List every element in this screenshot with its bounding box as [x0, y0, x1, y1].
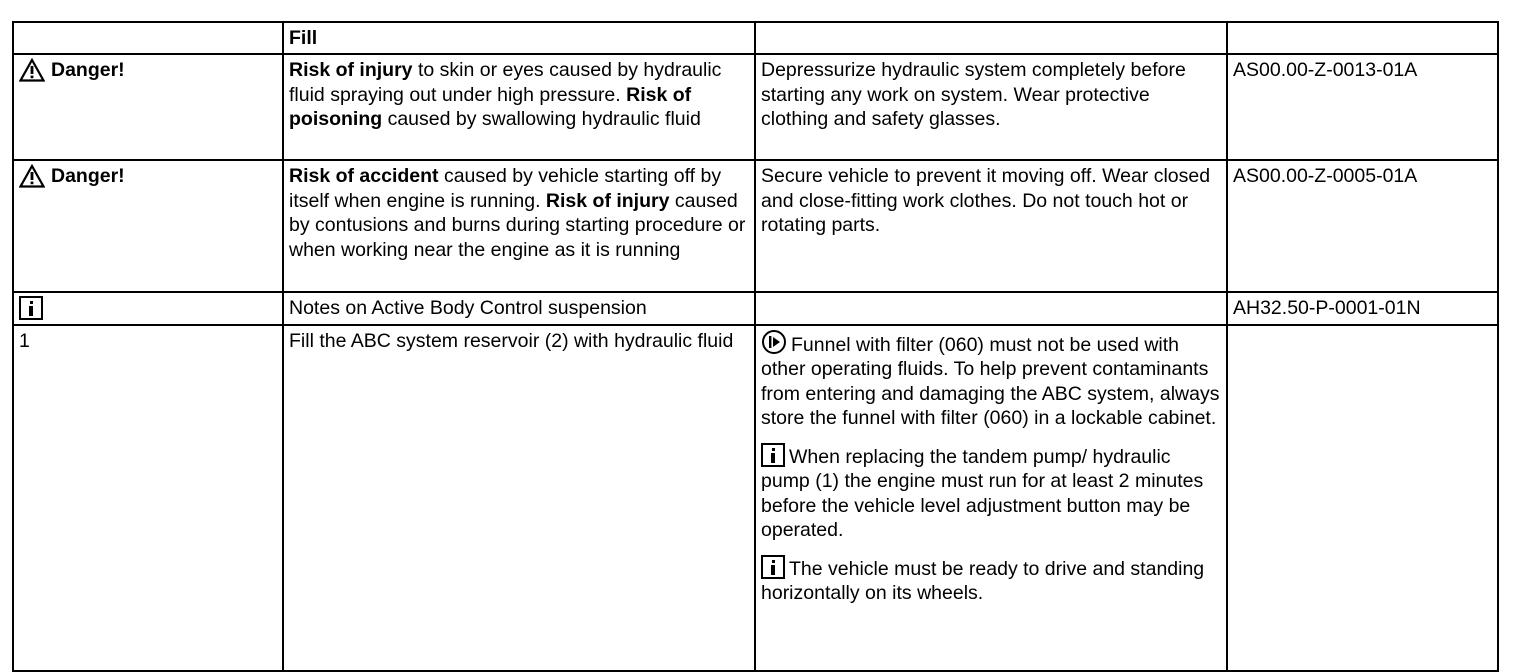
- risk-bold: Risk of poisoning: [289, 83, 692, 130]
- description-cell: [283, 292, 755, 325]
- note-text: When replacing the tandem pump/ hydraulic pump (1) the engine must run for at least 2 minutes before the vehicle level adjustment button may be operated.: [761, 445, 1204, 541]
- risk-text: to skin or eyes caused by hydraulic fluid spraying out under high pressure.: [289, 59, 722, 106]
- table-row: [13, 54, 1498, 160]
- note-text: Funnel with filter (060) must not be used with other operating fluids. To help prevent contaminants from entering and damaging the ABC system, always store the funnel with filter (060) in a lockable cabinet.: [761, 333, 1220, 429]
- risk-text: caused by swallowing hydraulic fluid: [382, 108, 701, 130]
- step-cell: [13, 325, 283, 671]
- info-icon: [761, 555, 785, 579]
- document-code: AS00.00-Z-0005-01A: [1233, 165, 1418, 187]
- procedure-table: [12, 21, 1499, 672]
- notes-cell: [755, 325, 1227, 671]
- action-text: Secure vehicle to prevent it moving off. Wear closed and close-fitting work clothes. Do not touch hot or rotating parts.: [761, 165, 1211, 236]
- info-icon: [761, 443, 785, 467]
- code-cell: [1227, 292, 1498, 325]
- action-text: Depressurize hydraulic system completely before starting any work on system. Wear protective clothing and safety glasses.: [761, 59, 1186, 130]
- header-fill: [283, 22, 755, 54]
- note-text: The vehicle must be ready to drive and standing horizontally on its wheels.: [761, 557, 1205, 604]
- risk-text: caused by contusions and burns during starting procedure or when working near the engine as it is running: [289, 189, 746, 261]
- table-row: [13, 292, 1498, 325]
- risk-bold: Risk of accident: [289, 165, 439, 187]
- risk-bold: Risk of injury: [289, 59, 413, 81]
- risk-cell: [283, 54, 755, 160]
- section-title: Fill: [289, 27, 318, 49]
- warning-triangle-icon: [19, 164, 45, 188]
- code-cell: [1227, 54, 1498, 160]
- risk-bold: Risk of injury: [545, 189, 670, 212]
- danger-label: Danger!: [51, 165, 125, 187]
- note-paragraph: [761, 329, 1221, 431]
- document-code: AH32.50-P-0001-01N: [1233, 297, 1421, 319]
- empty-cell: [755, 292, 1227, 325]
- empty-cell: [1227, 325, 1498, 671]
- info-icon: [19, 296, 43, 320]
- notes-text: Notes on Active Body Control suspension: [289, 297, 647, 319]
- risk-cell: [283, 160, 755, 292]
- description-cell: [283, 325, 755, 671]
- info-cell: [13, 292, 283, 325]
- note-paragraph: [761, 555, 1221, 606]
- code-cell: [1227, 160, 1498, 292]
- header-cell-empty: [755, 22, 1227, 54]
- table-header-row: [13, 22, 1498, 54]
- step-number: 1: [19, 329, 30, 352]
- note-paragraph: [761, 443, 1221, 543]
- header-cell-empty: [1227, 22, 1498, 54]
- danger-cell: [13, 160, 283, 292]
- warning-triangle-icon: [19, 58, 45, 82]
- action-cell: [755, 54, 1227, 160]
- table-row: [13, 325, 1498, 671]
- header-cell-empty: [13, 22, 283, 54]
- circled-arrow-icon: [761, 329, 787, 355]
- document-code: AS00.00-Z-0013-01A: [1233, 59, 1418, 81]
- risk-text: caused by vehicle starting off by itself when engine is running.: [289, 165, 722, 212]
- table-row: [13, 160, 1498, 292]
- danger-label: Danger!: [51, 59, 125, 81]
- danger-cell: [13, 54, 283, 160]
- action-cell: [755, 160, 1227, 292]
- step-description: Fill the ABC system reservoir (2) with hydraulic fluid: [289, 329, 734, 352]
